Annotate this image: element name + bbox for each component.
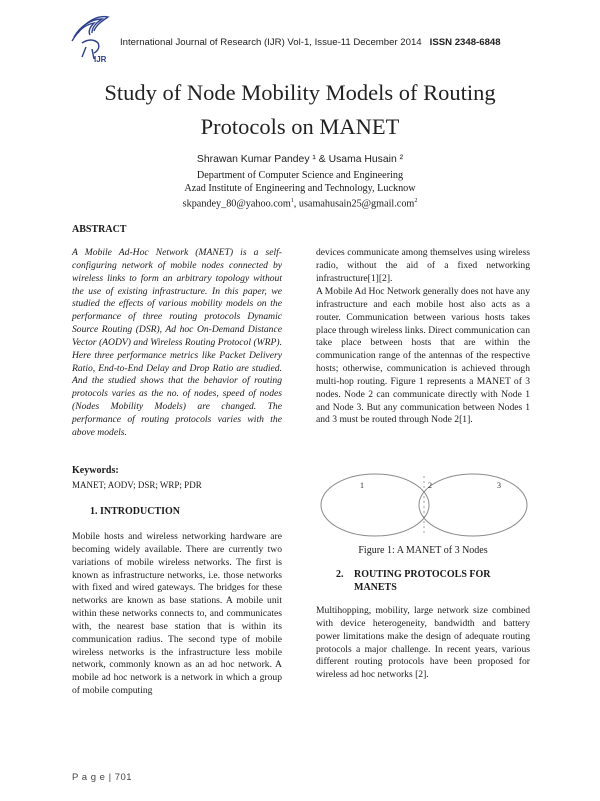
journal-header	[120, 37, 501, 48]
winged-horse-icon	[72, 17, 108, 59]
email-sep: ,	[293, 198, 299, 210]
abstract-heading: ABSTRACT	[72, 224, 127, 235]
journal-info: International Journal of Research (IJR) Vol-1, Issue-11 December 2014	[120, 37, 422, 48]
section2-heading-line1: ROUTING PROTOCOLS FOR	[354, 569, 491, 580]
figure-caption: Figure 1: A MANET of 3 Nodes	[358, 545, 488, 556]
node-3-label: 3	[497, 481, 501, 490]
node-1-range	[321, 474, 429, 536]
email-2[interactable]: usamahusain25@gmail.com	[298, 198, 415, 210]
emails	[0, 195, 600, 211]
department: Department of Computer Science and Engineering	[196, 170, 404, 181]
node-2-label: 2	[428, 481, 432, 490]
issn: ISSN 2348-6848	[429, 37, 501, 48]
abstract-text: A Mobile Ad-Hoc Network (MANET) is a self-configuring network of mobile nodes connected by wireless links to form an arbitrary topology without the use of existing infrastructure. In this paper, we studied the effects of various mobility models on the performance of three routing protocols Dynamic Source Routing (DSR), Ad hoc On-Demand Distance Vector (AODV) and Wireless Routing Protocol (WRP). Here three performance metrics like Packet Delivery Ratio, End-to-End Delay and Drop Ratio are studied. And the studied shows that the behavior of routing protocols varies as the no. of nodes, speed of nodes (Nodes Mobility Models) are changed. The performance of routing protocols varies with the above models.	[72, 247, 282, 438]
right-para-1: devices communicate among themselves using wireless radio, without the aid of a fixed networking infrastructure[1][2].	[316, 247, 530, 284]
email-1-sup: 1	[290, 198, 294, 205]
email-1[interactable]: skpandey_80@yahoo.com	[182, 198, 291, 210]
intro-heading: 1. INTRODUCTION	[90, 506, 181, 517]
institute: Azad Institute of Engineering and Technology, Lucknow	[184, 182, 416, 194]
node-3-range	[419, 474, 527, 536]
page-number: 701	[114, 772, 133, 783]
paper-title	[60, 76, 540, 144]
keywords-heading: Keywords:	[72, 465, 119, 476]
node-1-label: 1	[360, 481, 364, 490]
title-line-2: Protocols on MANET	[200, 114, 400, 139]
section2-heading-line2: MANETS	[354, 582, 397, 593]
email-2-sup: 2	[414, 198, 418, 205]
page-footer	[72, 772, 132, 783]
authors: Shrawan Kumar Pandey ¹ & Usama Husain ²	[196, 154, 404, 165]
section2-text: Multihopping, mobility, large network size combined with device heterogeneity, bandwidth and battery power limitations make the design of adequate routing protocols a major challenge. In recent years, various different routing protocols have been proposed for wireless ad hoc networks [2].	[316, 605, 530, 681]
manet-figure	[320, 471, 528, 539]
title-line-1: Study of Node Mobility Models of Routing	[104, 80, 496, 105]
logo-text: IJR	[94, 55, 107, 64]
keywords-list: MANET; AODV; DSR; WRP; PDR	[72, 480, 202, 490]
section2-heading-num: 2.	[336, 569, 344, 580]
affiliation	[0, 170, 600, 211]
intro-text: Mobile hosts and wireless networking hardware are becoming widely available. There are currently two variations of mobile wireless networks. The first is known as infrastructure networks, i.e. those networks with fixed and wired gateways. The bridges for these networks are known as base stations. A mobile unit within these networks connects to, and communicates with, the nearest base station that is within its communication radius. The second type of mobile wireless networks is the infrastructure less mobile network, commonly known as an ad hoc network. A mobile ad hoc network is a network in which a group of mobile computing	[72, 531, 282, 697]
journal-logo	[64, 11, 114, 65]
right-para-2: A Mobile Ad Hoc Network generally does not have any infrastructure and each mobile host also acts as a router. Communication between various hosts takes place through wireless links. Direct communication can take place between hosts that are within the communication range of the antennas of the respective hosts; otherwise, communication is achieved through multi-hop routing. Figure 1 represents a MANET of 3 nodes. Node 2 can communicate directly with Node 1 and Node 3. But any communication between Nodes 1 and 3 must be routed through Node 2[1].	[316, 286, 530, 426]
page-label: P a g e |	[72, 772, 112, 783]
